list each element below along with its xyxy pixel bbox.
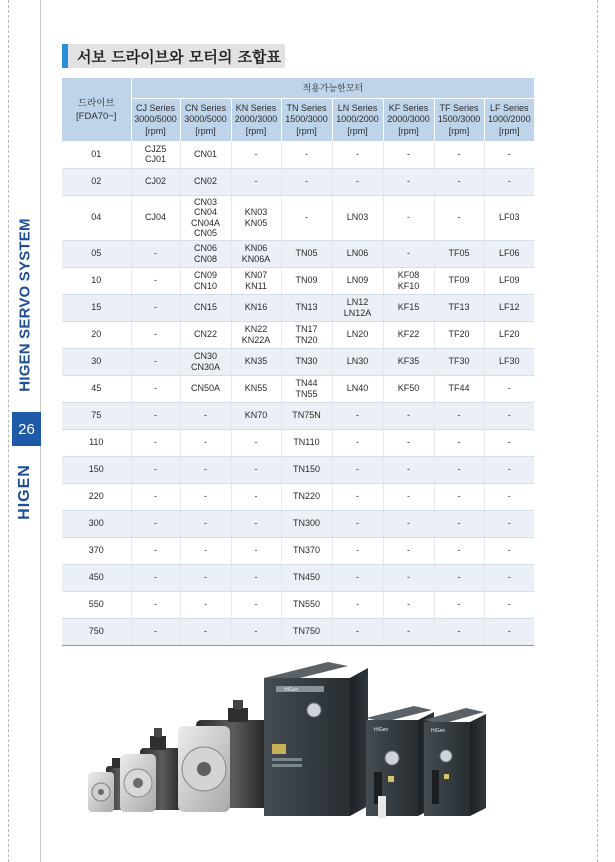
table-row xyxy=(62,591,534,618)
table-row xyxy=(62,537,534,564)
motor-model-cell: CN02 xyxy=(180,168,231,195)
table-row xyxy=(62,321,534,348)
motor-model-cell: - xyxy=(434,510,484,537)
motor-model-cell: LN40 xyxy=(332,375,383,402)
motor-model-cell: - xyxy=(180,564,231,591)
small-servo-drive xyxy=(424,708,486,816)
motor-model-cell: - xyxy=(383,141,434,168)
drive-model-cell: 04 xyxy=(62,195,131,240)
motor-model-cell: - xyxy=(383,168,434,195)
motor-model-cell: KF35 xyxy=(383,348,434,375)
table-row xyxy=(62,240,534,267)
motor-model-cell: - xyxy=(434,429,484,456)
motor-model-cell: - xyxy=(231,483,281,510)
motor-model-cell: TN300 xyxy=(281,510,332,537)
motor-model-cell: - xyxy=(231,618,281,645)
series-header xyxy=(231,98,281,141)
drive-model-cell: 05 xyxy=(62,240,131,267)
motor-model-cell: - xyxy=(180,402,231,429)
drive-brand-label-1: HiGen xyxy=(284,687,299,693)
motor-model-cell: - xyxy=(383,195,434,240)
motor-model-cell: LN03 xyxy=(332,195,383,240)
motor-model-cell: - xyxy=(231,456,281,483)
motor-model-cell: - xyxy=(434,537,484,564)
motor-model-cell: - xyxy=(231,537,281,564)
table-row xyxy=(62,402,534,429)
table-row xyxy=(62,564,534,591)
series-header-name: LN Series xyxy=(337,102,378,113)
table-row xyxy=(62,618,534,645)
drive-model-cell: 01 xyxy=(62,141,131,168)
motor-model-cell: - xyxy=(434,483,484,510)
series-header-unit: [rpm] xyxy=(145,125,166,136)
combination-table xyxy=(62,78,534,646)
drive-header xyxy=(62,78,131,141)
motor-model-cell: - xyxy=(383,402,434,429)
motor-model-cell: - xyxy=(131,240,180,267)
section-title-bar xyxy=(62,44,285,68)
motor-model-cell: - xyxy=(484,483,534,510)
motor-model-cell: CN03 CN04 CN04A CN05 xyxy=(180,195,231,240)
motor-model-cell: TN550 xyxy=(281,591,332,618)
motor-model-cell: - xyxy=(281,168,332,195)
series-header xyxy=(131,98,180,141)
drive-model-cell: 220 xyxy=(62,483,131,510)
series-header xyxy=(383,98,434,141)
applicable-motor-header: 적용가능한모터 xyxy=(131,78,534,98)
motor-model-cell: TN750 xyxy=(281,618,332,645)
motor-model-cell: - xyxy=(434,618,484,645)
table-row xyxy=(62,456,534,483)
motor-model-cell: - xyxy=(434,591,484,618)
motor-model-cell: - xyxy=(131,591,180,618)
series-header xyxy=(180,98,231,141)
table-row xyxy=(62,375,534,402)
motor-model-cell: - xyxy=(434,141,484,168)
motor-model-cell: - xyxy=(484,429,534,456)
motor-model-cell: - xyxy=(131,321,180,348)
motor-model-cell: LN30 xyxy=(332,348,383,375)
series-header-unit: [rpm] xyxy=(448,125,470,136)
motor-model-cell: - xyxy=(231,141,281,168)
motor-model-cell: - xyxy=(484,141,534,168)
motor-model-cell: - xyxy=(180,429,231,456)
motor-model-cell: - xyxy=(484,456,534,483)
motor-model-cell: TN75N xyxy=(281,402,332,429)
series-header-speed: 1000/2000 xyxy=(488,114,531,124)
series-header-name: KN Series xyxy=(235,102,277,113)
motor-model-cell: - xyxy=(484,375,534,402)
motor-model-cell: TF30 xyxy=(434,348,484,375)
motor-model-cell: TN220 xyxy=(281,483,332,510)
table-row xyxy=(62,483,534,510)
drive-model-cell: 20 xyxy=(62,321,131,348)
motor-model-cell: LN06 xyxy=(332,240,383,267)
motor-model-cell: - xyxy=(484,402,534,429)
motor-model-cell: CN09 CN10 xyxy=(180,267,231,294)
motor-model-cell: - xyxy=(383,240,434,267)
table-row xyxy=(62,294,534,321)
drive-model-cell: 450 xyxy=(62,564,131,591)
series-header-speed: 2000/3000 xyxy=(234,114,278,124)
series-header-unit: [rpm] xyxy=(398,125,419,136)
drive-model-cell: 550 xyxy=(62,591,131,618)
motor-model-cell: - xyxy=(231,591,281,618)
table-row xyxy=(62,168,534,195)
motor-model-cell: KN16 xyxy=(231,294,281,321)
motor-model-cell: - xyxy=(180,456,231,483)
drive-model-cell: 45 xyxy=(62,375,131,402)
motor-model-cell: - xyxy=(131,429,180,456)
motor-model-cell: - xyxy=(332,591,383,618)
motor-model-cell: LF20 xyxy=(484,321,534,348)
motor-model-cell: TF20 xyxy=(434,321,484,348)
motor-model-cell: TF05 xyxy=(434,240,484,267)
motor-model-cell: - xyxy=(131,348,180,375)
motor-model-cell: - xyxy=(231,510,281,537)
motor-model-cell: - xyxy=(131,456,180,483)
drive-model-cell: 110 xyxy=(62,429,131,456)
drive-model-cell: 750 xyxy=(62,618,131,645)
brand-logo: HIGEN xyxy=(16,464,33,520)
motor-model-cell: - xyxy=(383,510,434,537)
series-header-speed: 1500/3000 xyxy=(285,114,328,124)
series-header-speed: 1500/3000 xyxy=(437,114,481,124)
series-header-name: KF Series xyxy=(388,102,429,113)
motor-model-cell: - xyxy=(383,591,434,618)
motor-model-cell: TF13 xyxy=(434,294,484,321)
drive-model-cell: 30 xyxy=(62,348,131,375)
table-row xyxy=(62,195,534,240)
motor-model-cell: CN22 xyxy=(180,321,231,348)
series-header xyxy=(434,98,484,141)
motor-model-cell: - xyxy=(332,456,383,483)
motor-model-cell: - xyxy=(332,429,383,456)
series-header-speed: 2000/3000 xyxy=(387,114,430,124)
motor-model-cell: TN05 xyxy=(281,240,332,267)
drive-model-cell: 10 xyxy=(62,267,131,294)
motor-model-cell: TF44 xyxy=(434,375,484,402)
series-header xyxy=(332,98,383,141)
motor-model-cell: TN17 TN20 xyxy=(281,321,332,348)
motor-model-cell: TN450 xyxy=(281,564,332,591)
motor-model-cell: LN12 LN12A xyxy=(332,294,383,321)
motor-model-cell: - xyxy=(434,402,484,429)
motor-model-cell: KF22 xyxy=(383,321,434,348)
motor-model-cell: KN35 xyxy=(231,348,281,375)
medium-servo-motor xyxy=(120,728,184,812)
motor-model-cell: - xyxy=(332,483,383,510)
motor-model-cell: KN03 KN05 xyxy=(231,195,281,240)
motor-model-cell: KN22 KN22A xyxy=(231,321,281,348)
table-row xyxy=(62,510,534,537)
motor-model-cell: - xyxy=(383,564,434,591)
motor-model-cell: - xyxy=(332,537,383,564)
motor-model-cell: KF08 KF10 xyxy=(383,267,434,294)
motor-model-cell: LF09 xyxy=(484,267,534,294)
drive-model-cell: 15 xyxy=(62,294,131,321)
medium-servo-drive xyxy=(366,706,434,818)
motor-model-cell: - xyxy=(131,267,180,294)
motor-model-cell: - xyxy=(180,537,231,564)
page-margin-right xyxy=(597,0,598,862)
series-header-speed: 3000/5000 xyxy=(184,114,227,124)
drive-brand-label-2: HiGen xyxy=(374,727,389,733)
motor-model-cell: KN55 xyxy=(231,375,281,402)
motor-model-cell: LF30 xyxy=(484,348,534,375)
motor-model-cell: - xyxy=(484,537,534,564)
series-header-name: LF Series xyxy=(490,102,529,113)
motor-model-cell: - xyxy=(434,564,484,591)
motor-model-cell: - xyxy=(281,141,332,168)
section-title: 서보 드라이브와 모터의 조합표 xyxy=(77,47,282,66)
motor-model-cell: TN110 xyxy=(281,429,332,456)
motor-model-cell: CJ02 xyxy=(131,168,180,195)
motor-model-cell: - xyxy=(131,402,180,429)
motor-model-cell: CN30 CN30A xyxy=(180,348,231,375)
motor-model-cell: - xyxy=(281,195,332,240)
drive-model-cell: 370 xyxy=(62,537,131,564)
motor-model-cell: KF15 xyxy=(383,294,434,321)
motor-model-cell: KN07 KN11 xyxy=(231,267,281,294)
table-row xyxy=(62,348,534,375)
series-header-speed: 3000/5000 xyxy=(134,114,177,124)
drive-model-cell: 150 xyxy=(62,456,131,483)
motor-model-cell: - xyxy=(484,168,534,195)
motor-model-cell: LF06 xyxy=(484,240,534,267)
motor-model-cell: - xyxy=(383,537,434,564)
motor-model-cell: TN44 TN55 xyxy=(281,375,332,402)
series-header-unit: [rpm] xyxy=(195,125,216,136)
motor-model-cell: - xyxy=(180,483,231,510)
motor-model-cell: - xyxy=(332,564,383,591)
motor-model-cell: - xyxy=(484,618,534,645)
large-servo-motor xyxy=(178,700,274,812)
table-row xyxy=(62,141,534,168)
drive-model-cell: 75 xyxy=(62,402,131,429)
motor-model-cell: - xyxy=(332,402,383,429)
motor-model-cell: KF50 xyxy=(383,375,434,402)
series-header-name: TN Series xyxy=(286,102,327,113)
motor-model-cell: TF09 xyxy=(434,267,484,294)
motor-model-cell: - xyxy=(434,195,484,240)
drive-brand-label-3: HiGen xyxy=(431,728,446,734)
motor-model-cell: - xyxy=(332,618,383,645)
table-row xyxy=(62,429,534,456)
series-header-unit: [rpm] xyxy=(245,125,267,136)
motor-model-cell: - xyxy=(383,429,434,456)
motor-model-cell: TN370 xyxy=(281,537,332,564)
motor-model-cell: - xyxy=(332,510,383,537)
motor-model-cell: - xyxy=(231,168,281,195)
motor-model-cell: TN30 xyxy=(281,348,332,375)
motor-model-cell: - xyxy=(131,510,180,537)
motor-model-cell: - xyxy=(131,537,180,564)
motor-model-cell: CN01 xyxy=(180,141,231,168)
motor-model-cell: - xyxy=(180,510,231,537)
series-header xyxy=(484,98,534,141)
motor-model-cell: CN50A xyxy=(180,375,231,402)
motor-model-cell: - xyxy=(434,168,484,195)
table-row xyxy=(62,267,534,294)
motor-model-cell: LF12 xyxy=(484,294,534,321)
motor-model-cell: LN20 xyxy=(332,321,383,348)
motor-model-cell: - xyxy=(484,564,534,591)
motor-model-cell: TN150 xyxy=(281,456,332,483)
sidebar-title: HIGEN SERVO SYSTEM xyxy=(16,218,34,392)
motor-model-cell: - xyxy=(131,375,180,402)
motor-model-cell: - xyxy=(131,564,180,591)
motor-model-cell: - xyxy=(231,564,281,591)
motor-model-cell: CN06 CN08 xyxy=(180,240,231,267)
motor-model-cell: - xyxy=(484,591,534,618)
series-header-unit: [rpm] xyxy=(347,125,368,136)
drive-model-cell: 300 xyxy=(62,510,131,537)
series-header xyxy=(281,98,332,141)
motor-model-cell: - xyxy=(383,618,434,645)
motor-model-cell: TN09 xyxy=(281,267,332,294)
motor-model-cell: - xyxy=(131,618,180,645)
series-header-unit: [rpm] xyxy=(499,125,520,136)
series-header-name: CJ Series xyxy=(135,102,175,113)
page-margin-left xyxy=(8,0,9,862)
series-header-name: TF Series xyxy=(439,102,479,113)
series-header-unit: [rpm] xyxy=(296,125,317,136)
motor-model-cell: LF03 xyxy=(484,195,534,240)
drive-header-label: 드라이브 xyxy=(77,97,115,109)
motor-model-cell: TN13 xyxy=(281,294,332,321)
motor-model-cell: KN06 KN06A xyxy=(231,240,281,267)
motor-model-cell: - xyxy=(383,483,434,510)
motor-model-cell: - xyxy=(180,591,231,618)
large-servo-drive xyxy=(264,662,368,816)
drive-model-cell: 02 xyxy=(62,168,131,195)
series-header-speed: 1000/2000 xyxy=(336,114,379,124)
motor-model-cell: CJZ5 CJ01 xyxy=(131,141,180,168)
motor-model-cell: CJ04 xyxy=(131,195,180,240)
motor-model-cell: - xyxy=(231,429,281,456)
product-illustration xyxy=(88,658,508,833)
series-header-name: CN Series xyxy=(184,102,226,113)
motor-model-cell: CN15 xyxy=(180,294,231,321)
motor-model-cell: - xyxy=(434,456,484,483)
motor-model-cell: - xyxy=(332,141,383,168)
motor-model-cell: - xyxy=(383,456,434,483)
page-number: 26 xyxy=(12,412,41,446)
motor-model-cell: LN09 xyxy=(332,267,383,294)
drive-header-model: [FDA70−] xyxy=(76,110,117,122)
motor-model-cell: - xyxy=(484,510,534,537)
motor-model-cell: - xyxy=(180,618,231,645)
motor-model-cell: - xyxy=(332,168,383,195)
motor-model-cell: - xyxy=(131,483,180,510)
motor-model-cell: - xyxy=(131,294,180,321)
motor-model-cell: KN70 xyxy=(231,402,281,429)
